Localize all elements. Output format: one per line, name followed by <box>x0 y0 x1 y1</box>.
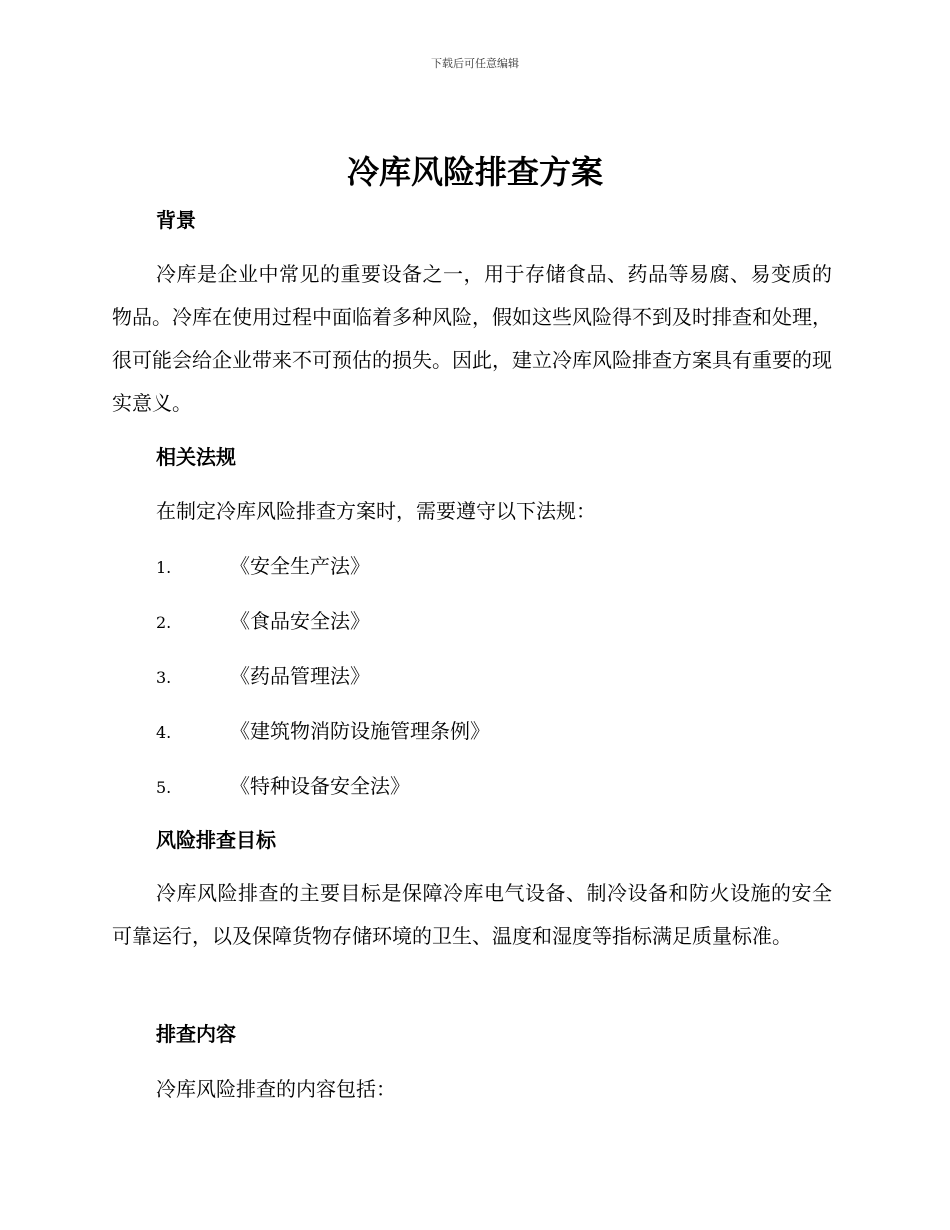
list-item-text: 《药品管理法》 <box>230 664 370 688</box>
list-item-number: 3. <box>156 668 172 687</box>
regulations-lead: 在制定冷库风险排查方案时，需要遵守以下法规： <box>156 499 596 523</box>
section-heading-regulations: 相关法规 <box>156 445 236 469</box>
list-item-text: 《建筑物消防设施管理条例》 <box>230 719 490 743</box>
list-item <box>156 717 656 745</box>
list-item-text: 《食品安全法》 <box>230 609 370 633</box>
list-item-number: 5. <box>156 778 172 797</box>
list-item-text: 《特种设备安全法》 <box>230 774 410 798</box>
list-item <box>156 552 656 580</box>
section-heading-objective: 风险排查目标 <box>156 828 276 852</box>
background-paragraph: 冷库是企业中常见的重要设备之一，用于存储食品、药品等易腐、易变质的物品。冷库在使用过程中面临着多种风险，假如这些风险得不到及时排查和处理，很可能会给企业带来不可预估的损失。因此，建立冷库风险排查方案具有重要的现实意义。 <box>112 262 832 415</box>
list-item-number: 1. <box>156 558 172 577</box>
header-note: 下载后可任意编辑 <box>431 57 519 70</box>
list-item-number: 4. <box>156 723 172 742</box>
section-heading-background: 背景 <box>156 208 196 232</box>
objective-paragraph: 冷库风险排查的主要目标是保障冷库电气设备、制冷设备和防火设施的安全可靠运行，以及保障货物存储环境的卫生、温度和湿度等指标满足质量标准。 <box>112 881 832 948</box>
list-item-text: 《安全生产法》 <box>230 554 370 578</box>
list-item <box>156 607 656 635</box>
list-item <box>156 662 656 690</box>
list-item-number: 2. <box>156 613 172 632</box>
section-heading-content: 排查内容 <box>156 1022 236 1046</box>
document-title: 冷库风险排查方案 <box>346 153 603 191</box>
content-lead: 冷库风险排查的内容包括： <box>156 1077 396 1101</box>
list-item <box>156 772 656 800</box>
